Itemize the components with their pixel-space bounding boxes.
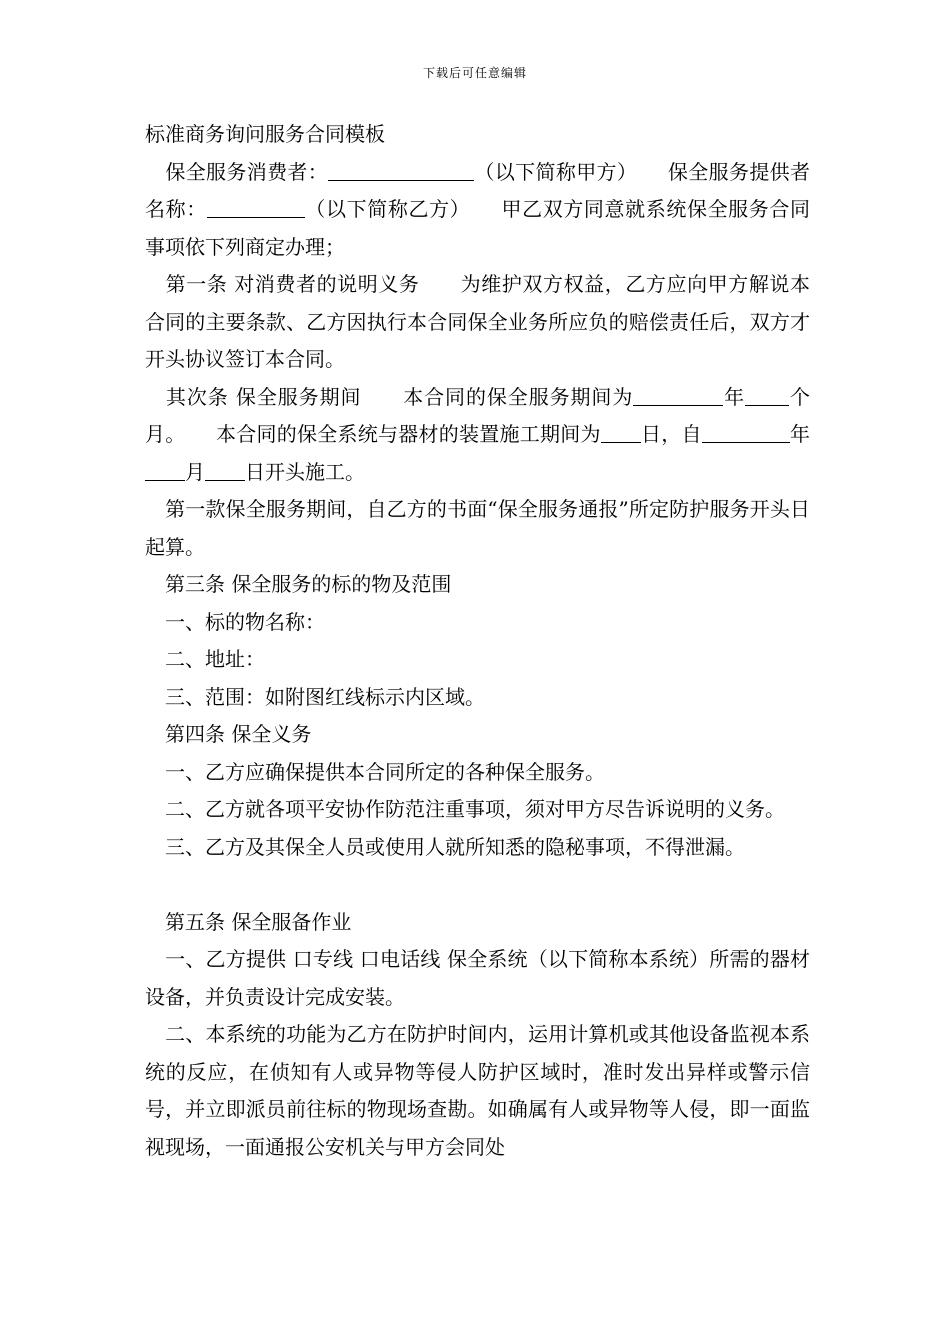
paragraph-text: 第一款保全服务期间，自乙方的书面“保全服务通报”所定防护服务开头日起算。 [145,497,810,559]
paragraph-p3 [145,379,810,492]
fill-in-blank [702,422,790,443]
paragraph-text: 一、乙方应确保提供本合同所定的各种保全服务。 [145,759,605,784]
document-body [145,116,810,1166]
fill-in-blank [207,197,305,218]
paragraph-gap [145,866,810,904]
fill-in-blank [145,460,185,481]
paragraph-p9 [145,716,810,754]
document-title: 标准商务询问服务合同模板 [145,122,385,146]
paragraph-text: （以下简称乙方） 甲乙双方同意就系统保全服务合同事项依下列商定办理； [145,197,811,259]
paragraph-p14 [145,941,810,1016]
paragraph-text: 年 [723,384,746,409]
paragraph-text: 第三条 保全服务的标的物及范围 [145,572,452,596]
paragraph-p13 [145,904,810,942]
paragraph-text: 月 [185,459,205,484]
fill-in-blank [745,385,789,406]
paragraph-text: 二、地址： [145,647,265,671]
paragraph-p4 [145,491,810,566]
paragraph-text: 三、范围：如附图红线标示内区域。 [145,684,485,709]
paragraph-text: 其次条 保全服务期间 本合同的保全服务期间为 [145,384,634,409]
paragraph-text: 二、乙方就各项平安协作防范注重事项，须对甲方尽告诉说明的义务。 [145,797,785,821]
paragraph-text: 三、乙方及其保全人员或使用人就所知悉的隐秘事项，不得泄漏。 [145,834,745,859]
paragraph-text: 保全服务消费者： [145,159,329,184]
paragraph-p7 [145,641,810,679]
paragraph-text: 第四条 保全义务 [145,722,312,746]
paragraph-p2 [145,266,810,379]
paragraph-p11 [145,791,810,829]
paragraph-text: （以下简称甲方） 保全服务提供者名称： [145,159,811,221]
paragraph-text: 日，自 [640,422,702,446]
paragraph-text: 年 [789,422,810,446]
paragraph-text: 第五条 保全服备作业 [145,909,352,934]
paragraph-text: 一、乙方提供 口专线 口电话线 保全系统（以下简称本系统）所需的器材设备，并负责设计完成安装。 [145,947,810,1009]
fill-in-blank [328,160,474,181]
paragraph-p15 [145,1016,810,1166]
paragraph-p8 [145,679,810,717]
paragraph-text: 第一条 对消费者的说明义务 为维护双方权益，乙方应向甲方解说本合同的主要条款、乙方因执行本合同保全业务所应负的赔偿责任后，双方才开头协议签订本合同。 [145,272,810,371]
fill-in-blank [205,460,245,481]
paragraph-p5 [145,566,810,604]
paragraph-text: 个月。 本合同的保全系统与器材的装置施工期间为 [145,384,811,446]
fill-in-blank [601,422,641,443]
paragraph-p12 [145,829,810,867]
paragraph-text: 一、标的物名称： [145,609,325,634]
fill-in-blank [633,385,723,406]
paragraph-text: 二、本系统的功能为乙方在防护时间内，运用计算机或其他设备监视本系统的反应，在侦知有人或异物等侵人防护区域时，准时发出异样或警示信号，并立即派员前往标的物现场查勘。如确属有人或异物等人侵，即一面监视现场，一面通报公安机关与甲方会同处 [145,1022,810,1159]
page-header: 下载后可任意编辑 [422,66,527,80]
paragraph-text: 日开头施工。 [245,459,365,484]
paragraph-p1 [145,154,810,267]
paragraph-p6 [145,604,810,642]
paragraph-p10 [145,754,810,792]
